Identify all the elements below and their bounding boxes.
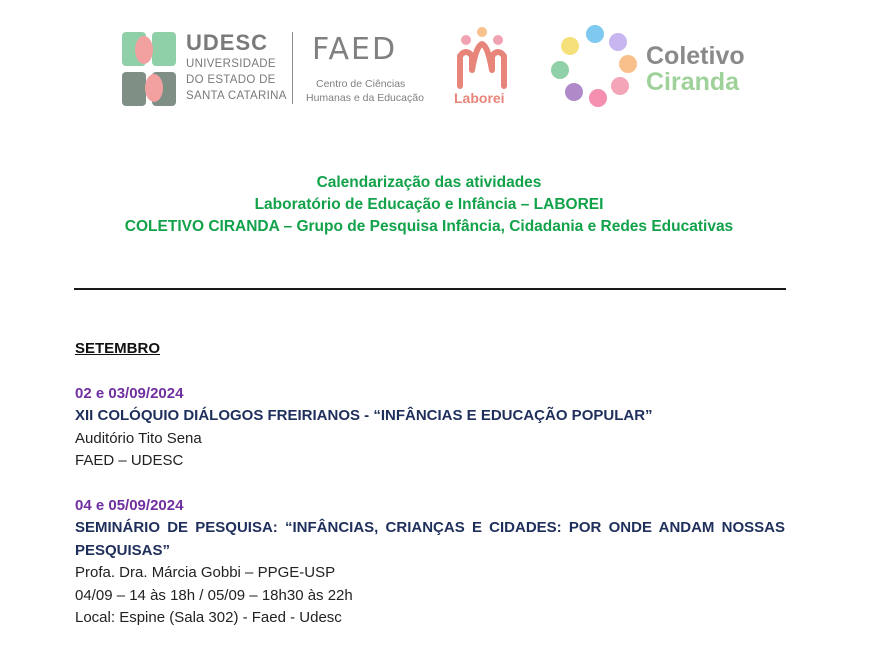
event-title: XII COLÓQUIO DIÁLOGOS FREIRIANOS - “INFÂNCIAS E EDUCAÇÃO POPULAR” — [75, 407, 653, 424]
event-title: SEMINÁRIO DE PESQUISA: “INFÂNCIAS, CRIANÇAS E CIDADES: POR ONDE ANDAM NOSSAS PESQUISAS” — [75, 519, 785, 559]
coletivo-ciranda-logo — [548, 20, 778, 114]
faed-title: FAED — [312, 32, 398, 67]
event-detail: 04/09 – 14 às 18h / 05/09 – 18h30 às 22h — [75, 586, 353, 604]
ciranda-line-1: Coletivo — [646, 42, 745, 70]
schedule-content — [75, 338, 785, 652]
udesc-logo — [122, 30, 287, 108]
event-detail: Profa. Dra. Márcia Gobbi – PPGE-USP — [75, 564, 336, 581]
ciranda-ring-icon — [548, 20, 642, 114]
faed-line-2: Humanas e da Educação — [306, 92, 424, 104]
event-item — [75, 383, 785, 473]
month-heading: SETEMBRO — [75, 340, 161, 357]
event-item — [75, 495, 785, 630]
udesc-line-1: UNIVERSIDADE — [186, 58, 276, 70]
logo-banner — [0, 0, 892, 130]
document-heading — [0, 172, 858, 238]
event-detail: Local: Espine (Sala 302) - Faed - Udesc — [75, 609, 342, 626]
heading-line-1: Calendarização das atividades — [316, 174, 542, 191]
laborei-label: Laborei — [454, 90, 505, 106]
event-detail: Auditório Tito Sena — [75, 429, 202, 447]
event-date: 02 e 03/09/2024 — [75, 384, 184, 402]
logo-divider — [292, 32, 293, 104]
laborei-figures-icon — [452, 26, 514, 90]
udesc-title: UDESC — [186, 30, 269, 55]
faed-line-1: Centro de Ciências — [316, 78, 406, 90]
ciranda-line-2: Ciranda — [646, 68, 740, 96]
heading-line-2: Laboratório de Educação e Infância – LABOREI — [254, 196, 604, 213]
horizontal-rule — [74, 288, 786, 290]
faed-logo — [306, 32, 424, 108]
event-detail: FAED – UDESC — [75, 452, 184, 469]
udesc-line-3: SANTA CATARINA — [186, 90, 287, 102]
laborei-logo — [452, 26, 514, 110]
event-date: 04 e 05/09/2024 — [75, 496, 184, 514]
udesc-line-2: DO ESTADO DE — [186, 74, 276, 86]
heading-line-3: COLETIVO CIRANDA – Grupo de Pesquisa Infância, Cidadania e Redes Educativas — [124, 218, 734, 235]
udesc-emblem-icon — [122, 32, 176, 106]
